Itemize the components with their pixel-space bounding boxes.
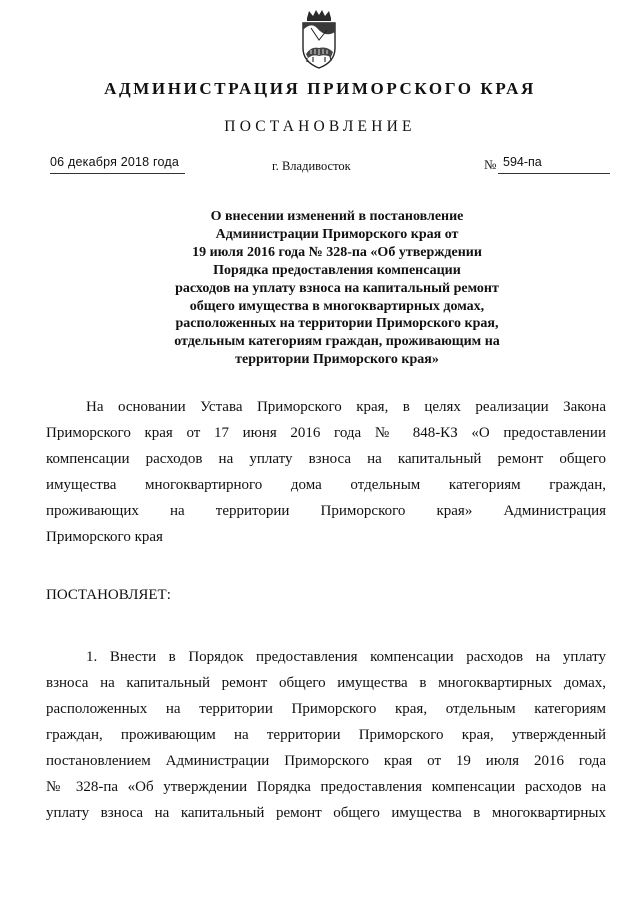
paragraph-line: Приморского края <box>46 529 163 545</box>
title-line: О внесении изменений в постановление <box>210 209 464 224</box>
title-line: 19 июля 2016 года № 328-па «Об утверждении <box>192 244 482 260</box>
number-underline <box>498 173 610 174</box>
organization-name: АДМИНИСТРАЦИЯ ПРИМОРСКОГО КРАЯ <box>104 79 536 98</box>
paragraph-line: Приморского края от 17 июня 2016 года № 848-КЗ «О предоставлении <box>46 425 606 441</box>
document-title <box>100 208 574 369</box>
paragraph-line: граждан, проживающим на территории Приморского края, утвержденный <box>46 727 606 743</box>
preamble-paragraph <box>46 394 606 550</box>
document-city: г. Владивосток <box>272 159 351 173</box>
paragraph-line: расположенных на территории Приморского края, отдельным категориям <box>46 701 606 717</box>
document-type-heading: ПОСТАНОВЛЕНИЕ <box>224 118 416 135</box>
title-line: Администрации Приморского края от <box>215 226 459 242</box>
paragraph-line: № 328-па «Об утверждении Порядка предоставления компенсации расходов на <box>46 779 606 795</box>
resolves-heading: ПОСТАНОВЛЯЕТ: <box>46 587 171 603</box>
paragraph-line: постановлением Администрации Приморского края от 19 июля 2016 года <box>46 753 606 769</box>
paragraph-line: 1. Внести в Порядок предоставления компенсации расходов на уплату <box>86 649 606 665</box>
paragraph-line: компенсации расходов на уплату взноса на капитальный ремонт общего <box>46 451 606 467</box>
date-underline <box>50 173 185 174</box>
title-line: отдельным категориям граждан, проживающим на <box>174 334 500 350</box>
title-line: расходов на уплату взноса на капитальный ремонт <box>175 280 499 296</box>
number-label: № <box>484 157 497 172</box>
paragraph-line: уплату взноса на капитальный ремонт общего имущества в многоквартирных <box>46 805 606 821</box>
paragraph-line: взноса на капитальный ремонт общего имущества в многоквартирных домах, <box>46 675 606 691</box>
coat-of-arms-emblem-icon <box>289 8 349 70</box>
clause-1-paragraph <box>46 644 606 826</box>
document-number: 594-па <box>503 155 542 169</box>
title-line: Порядка предоставления компенсации <box>213 262 461 278</box>
title-line: расположенных на территории Приморского края, <box>175 316 499 332</box>
paragraph-line: имущества многоквартирного дома отдельным категориям граждан, <box>46 477 606 493</box>
title-line: территории Приморского края» <box>235 352 439 368</box>
document-date: 06 декабря 2018 года <box>50 155 180 169</box>
paragraph-line: проживающих на территории Приморского края» Администрация <box>46 503 606 519</box>
paragraph-line: На основании Устава Приморского края, в целях реализации Закона <box>86 399 606 415</box>
title-line: общего имущества в многоквартирных домах, <box>189 298 485 314</box>
